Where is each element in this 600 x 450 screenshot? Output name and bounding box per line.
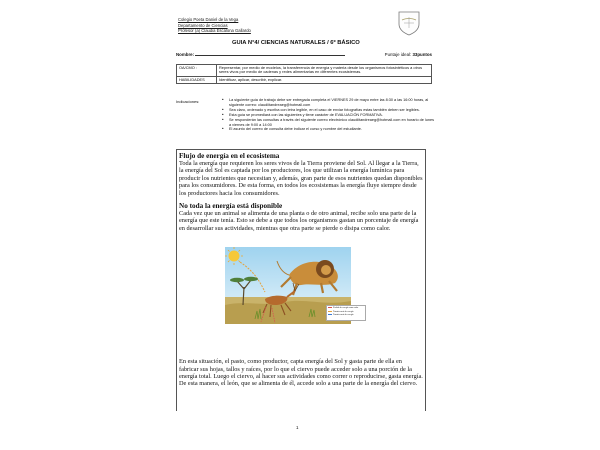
section-heading-energy-available: No toda la energía está disponible [179,202,283,211]
legend-label: Transferencia de energía [333,310,354,313]
school-name: Colegio Poeta Daniel de la Vega [178,17,239,22]
name-label: Nombre: [176,52,195,57]
score-prefix: Puntaje ideal: [384,52,412,57]
teacher-name: Profesor (a) Claudia Escalona Gallardo [178,28,251,34]
objectives-table [176,64,432,84]
energy-available-paragraph: Cada vez que un animal se alimenta de una planta o de otro animal, recibe solo una parte de la energía que este tenía. Esto se debe a que todos los organismos gastan un porcentaje de energía en desarrollar sus actividades, mientras que otra parte se pierde o disipa como calor. [179,210,419,232]
list-item: • Esta guía se promediará con las siguientes y tiene carácter de EVALUACIÓN FORMATIVA. [222,113,434,118]
skills-text: Identificar, aplicar, describir, explicar. [217,76,432,83]
name-row [176,52,432,57]
indications-label: Indicaciones: [176,99,200,104]
score-value: 33puntos [412,52,432,57]
list-item: • La siguiente guía de trabajo debe ser entregada completa el VIERNES 29 de mayo entre las 8:30 a las 16:00 horas, al siguiente correo: claudiitandreaeg@hotmail.com [222,98,434,108]
energy-example-paragraph: En esta situación, el pasto, como productor, capta energía del Sol y gasta parte de ella en fabricar sus hojas, tallos y raíces, por lo que el ciervo puede acceder solo a una porción de la energía total. Luego el ciervo, al hacer sus actividades como correr o reproducirse, gasta energía. De esta manera, el león, que se alimenta de él, accede solo a una parte de la energía del ciervo. [179,358,423,388]
list-item: • El asunto del correo de consulta debe indicar el curso y nombre del estudiante. [222,127,434,132]
school-header [178,17,251,34]
reading-box [176,149,426,411]
section-heading-energy-flow: Flujo de energía en el ecosistema [179,152,280,160]
school-crest-icon [396,10,422,36]
name-blank-line[interactable] [195,52,345,56]
legend-item [328,314,364,317]
list-item: • Sea claro, ordenado y escriba con letra legible, en el caso de enviar fotografías estas también deben ser legibles. [222,108,434,113]
energy-flow-paragraph: Toda la energía que requieren los seres vivos de la Tierra proviene del Sol. Al llegar a la Tierra, la energía del Sol es captada por los productores, los que utilizan la energía lumínica para producir los nutrientes que necesitan y, además, gran parte de esos nutrientes quedan disponibles para los consumidores. De esta forma, en todos los ecosistemas la energía fluye siempre desde los productores hacia los consumidores. [179,160,423,197]
page-number: 1 [296,425,299,430]
table-row [177,76,432,83]
department-name: Departamento de Ciencias [178,22,228,28]
table-row [177,65,432,77]
figure-legend [326,305,366,321]
score-box [385,52,432,57]
oa-text: Representar, por medio de modelos, la transferencia de energía y materia desde los organismos fotosintéticos a otros seres vivos por medio de cadenas y redes alimentarias en diferentes ecosistemas. [217,65,432,77]
savanna-illustration [225,247,359,324]
worksheet-title: GUIA N°4/ CIENCIAS NATURALES / 6º BÁSICO [232,40,360,46]
indications-list [222,98,434,132]
skills-label: HABILIDADES [177,76,217,83]
legend-label: Pérdida de energía como calor [333,307,359,310]
list-item: • Se responderán las consultas a través del siguiente correo electrónico claudiitandreaeg@hotmail.com en horario de lunes a viernes de 9:00 a 14:00 [222,118,434,128]
legend-label: Transferencia de energía [333,313,354,316]
oa-label: OA/CMO : [177,65,217,77]
